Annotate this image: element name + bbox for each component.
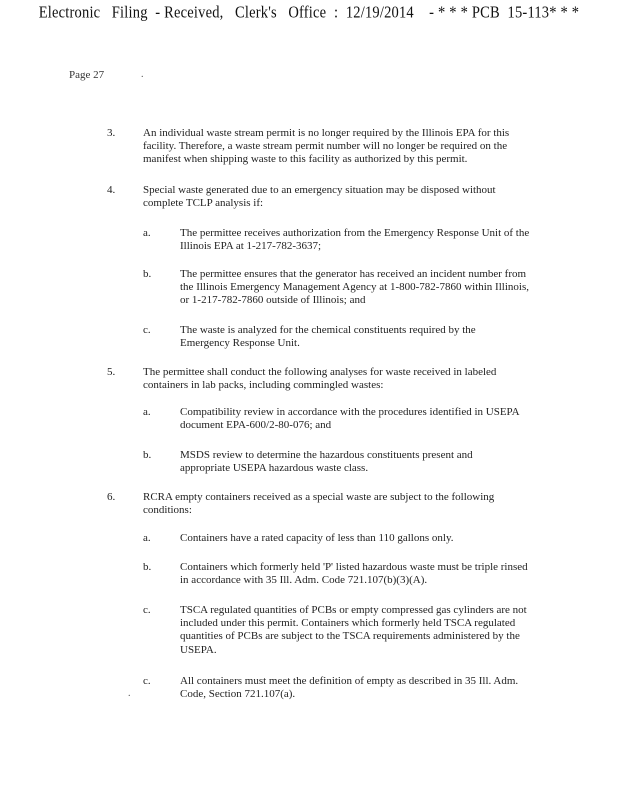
item-6c-letter: c. [143,604,151,616]
item-4b-letter: b. [143,268,152,280]
item-4a-letter: a. [143,227,151,239]
item-6b-letter: b. [143,561,152,573]
item-6a-text: Containers have a rated capacity of less than 110 gallons only. [180,532,454,544]
item-4c-letter: c. [143,324,151,336]
item-5b-text: MSDS review to determine the hazardous constituents present and appropriate USEPA hazardous waste class. [180,449,473,475]
item-6-text: RCRA empty containers received as a special waste are subject to the following conditions: [143,491,495,517]
item-5-text: The permittee shall conduct the following analyses for waste received in labeled containers in lab packs, including commingled wastes: [143,366,497,392]
item-6-number: 6. [107,491,116,503]
item-6d-letter: c. [143,675,151,687]
item-4c-text: The waste is analyzed for the chemical constituents required by the Emergency Response Unit. [180,324,476,350]
footer-mark: . [128,688,131,699]
filing-stamp-header: Electronic Filing - Received, Clerk's Office : 12/19/2014 - * * * PCB 15-113* * * [38,3,580,23]
page-number: Page 27 [69,69,105,81]
item-3-text: An individual waste stream permit is no longer required by the Illinois EPA for this facility. Therefore, a waste stream permit number will no longer be required on the manifest when shipping waste to this facility as authorized by this permit. [143,127,510,166]
item-3-number: 3. [107,127,116,139]
item-4a-text: The permittee receives authorization from the Emergency Response Unit of the Illinois EPA at 1-217-782-3637; [180,227,530,253]
item-4-number: 4. [107,184,116,196]
item-6d-text: All containers must meet the definition of empty as described in 35 Ill. Adm. Code, Section 721.107(a). [180,675,519,701]
item-6c-text: TSCA regulated quantities of PCBs or empty compressed gas cylinders are not included under this permit. Containers which formerly held TSCA regulated quantities of PCBs are subject to the TSCA requirements administered by the USEPA. [180,604,527,656]
page-mark: . [141,69,144,80]
item-4b-text: The permittee ensures that the generator has received an incident number from the Illinois Emergency Management Agency at 1-800-782-7860 within Illinois, or 1-217-782-7860 outside of Illinois; and [180,268,529,307]
item-5-number: 5. [107,366,116,378]
item-5b-letter: b. [143,449,152,461]
item-5a-letter: a. [143,406,151,418]
item-4-text: Special waste generated due to an emergency situation may be disposed without complete TCLP analysis if: [143,184,496,210]
item-6a-letter: a. [143,532,151,544]
item-5a-text: Compatibility review in accordance with the procedures identified in USEPA document EPA-600/2-80-076; and [180,406,519,432]
item-6b-text: Containers which formerly held 'P' listed hazardous waste must be triple rinsed in accordance with 35 Ill. Adm. Code 721.107(b)(3)(A). [180,561,528,587]
